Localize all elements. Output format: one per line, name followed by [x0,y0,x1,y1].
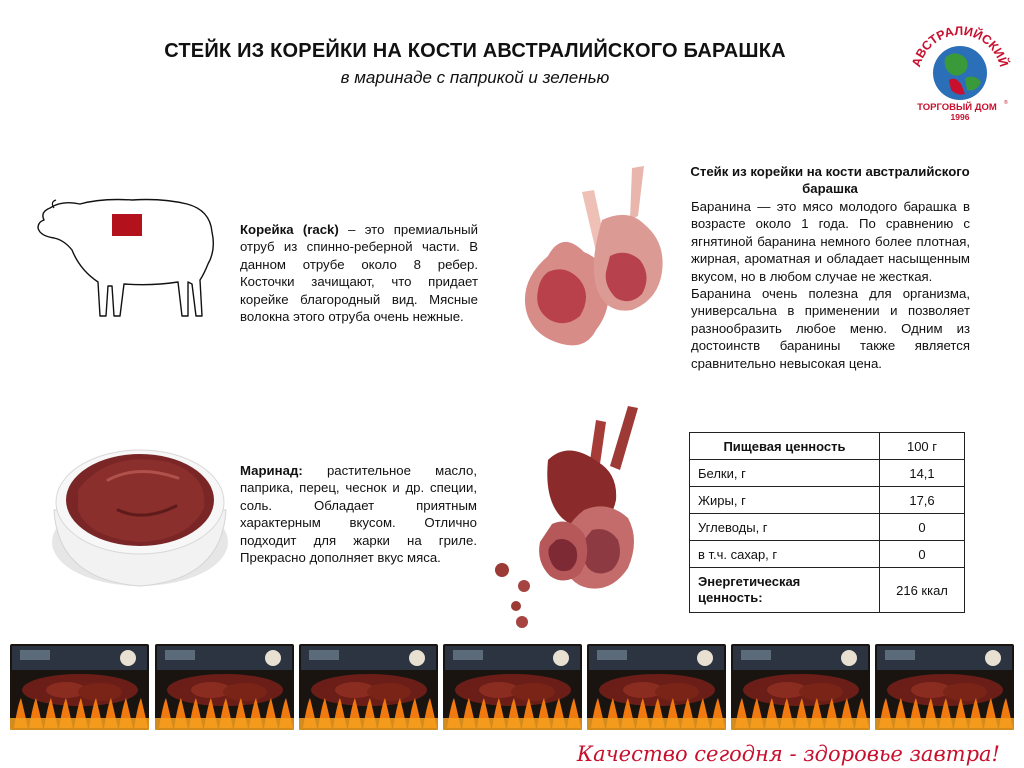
rack-description [240,221,478,325]
nutrition-row-label: Жиры, г [690,487,880,514]
nutrition-row [690,487,965,514]
nutrition-energy-value: 216 ккал [880,568,965,613]
marinade-description [240,462,477,566]
slogan-text: Качество сегодня - здоровье завтра! [576,742,1000,766]
nutrition-row-label: в т.ч. сахар, г [690,541,880,568]
page-title: СТЕЙК ИЗ КОРЕЙКИ НА КОСТИ АВСТРАЛИЙСКОГО БАРАШКА [164,40,786,62]
nutrition-row [690,514,965,541]
nutrition-row [690,541,965,568]
product-package [731,644,870,730]
marinade-term: Маринад: [240,463,303,478]
brand-logo [905,18,1015,128]
nutrition-header-row [690,433,965,460]
nutrition-row-value: 14,1 [880,460,965,487]
nutrition-energy-row [690,568,965,613]
rack-cut-marker [112,214,142,236]
nutrition-row-label: Углеводы, г [690,514,880,541]
nutrition-row-label: Белки, г [690,460,880,487]
product-paragraph-2: Баранина очень полезна для организма, универсальна в применении и позволяет разнообразить любое меню. Одним из достоинств баранины также является сравнительно невысокая цена. [691,286,970,371]
product-package [10,644,149,730]
logo-brand-text: ТОРГОВЫЙ ДОМ [917,102,997,113]
product-package [155,644,294,730]
nutrition-energy-label: Энергетическая ценность: [690,568,880,613]
nutrition-header-value: 100 г [880,433,965,460]
nutrition-row [690,460,965,487]
product-package [299,644,438,730]
marinade-bowl-image [48,430,233,595]
raw-lamb-chops-image [512,160,672,375]
product-package [875,644,1014,730]
marinade-text: растительное масло, паприка, перец, чеснок и др. специи, соль. Обладает приятным характерным вкусом. Отлично подходит для жарки на гриле. Прекрасно дополняет вкус мяса. [240,463,477,566]
product-description [691,198,970,372]
nutrition-row-value: 0 [880,514,965,541]
logo-arc-text: АВСТРАЛИЙСКИЙ [909,23,1011,69]
nutrition-row-value: 17,6 [880,487,965,514]
nutrition-table [689,432,965,613]
logo-registered-mark: ® [1004,100,1008,106]
sheep-illustration [32,190,222,325]
rack-term: Корейка (rack) [240,222,339,237]
marinated-lamb-chops-image [488,400,663,630]
nutrition-header-label: Пищевая ценность [690,433,880,460]
nutrition-row-value: 0 [880,541,965,568]
product-packages-strip [0,640,1024,735]
product-title: Стейк из корейки на кости австралийского барашка [690,164,970,197]
rack-text: – это премиальный отруб из спинно-реберной части. В данном отрубе около 8 ребер. Косточки зачищают, что придает корейке благородный вид. Мясные волокна этого отруба очень нежные. [240,222,478,325]
page-subtitle: в маринаде с паприкой и зеленью [340,68,610,87]
logo-year: 1996 [950,112,970,122]
product-paragraph-1: Баранина — это мясо молодого барашка в возрасте около 1 года. По сравнению с ягнятиной баранина немного более плотная, жирная, ароматная и обладает насыщенным вкусом, но в любом случае не жесткая. [691,199,970,284]
slogan [565,735,1005,768]
product-package [443,644,582,730]
product-package [587,644,726,730]
